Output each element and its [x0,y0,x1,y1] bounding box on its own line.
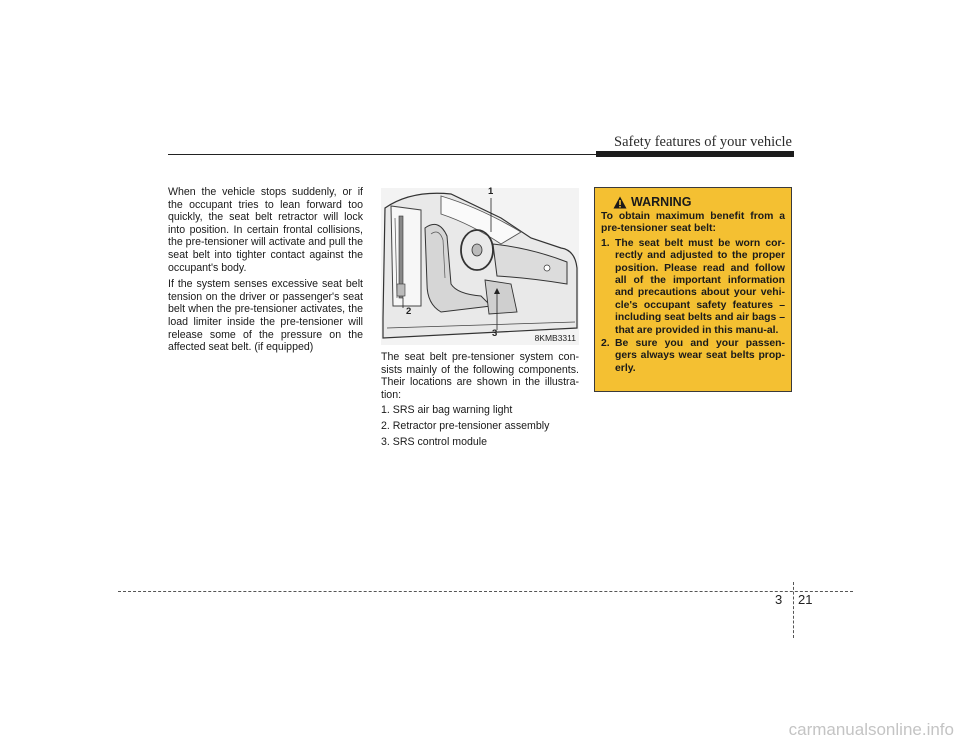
watermark: carmanualsonline.info [788,720,954,739]
components-text [381,351,579,448]
warning-item-2 [601,338,785,375]
components-intro: The seat belt pre-tensioner system con-sists mainly of the following components. Their locations are shown in the illustra-tion: [381,351,579,401]
warning-intro: To obtain maximum benefit from a pre-tensioner seat belt: [601,211,785,235]
paragraph-1: When the vehicle stops suddenly, or if the occupant tries to lean forward too quickly, the seat belt retractor will lock into position. In certain frontal collisions, the pre-tensioner will activate and pull the seat belt into tighter contact against the occupant's body. [168,186,363,274]
warning-item-2-number: 2. [601,338,610,350]
body-text [168,186,363,358]
callout-2: 2 [406,306,412,317]
warning-item-2-text: Be sure you and your passen-gers always wear seat belts prop-erly. [615,338,785,374]
warning-item-1-number: 1. [601,237,610,249]
footer-divider [118,591,853,592]
warning-title: WARNING [631,195,692,210]
warning-box [594,187,792,392]
warning-item-1 [601,238,785,337]
figure-code: 8KMB3311 [534,333,576,343]
vehicle-interior-illustration [381,188,579,345]
section-title: Safety features of your vehicle [614,134,792,150]
warning-header [613,196,785,209]
callout-1: 1 [488,186,494,197]
component-item-1: 1. SRS air bag warning light [381,404,513,417]
component-item-3: 3. SRS control module [381,435,487,448]
paragraph-2: If the system senses excessive seat belt tension on the driver or passenger's seat belt when the pre-tensioner activates, the load limiter inside the pre-tensioner will release some of the pressure on the affected seat belt. (if equipped) [168,278,363,354]
page-number: 21 [798,592,813,607]
chapter-number: 3 [775,592,783,607]
warning-triangle-icon [613,196,627,209]
callout-3: 3 [492,328,498,339]
header-bar [596,151,794,157]
warning-item-1-text: The seat belt must be worn cor-rectly and adjusted to the proper position. Please read and follow all of the important information and precautions about your vehi-cle's occupant safety features – including seat belts and air bags – that are provided in this manu-al. [615,237,785,336]
component-item-2: 2. Retractor pre-tensioner assembly [381,419,550,432]
car-interior-drawing [381,188,579,345]
footer-page-separator [793,582,794,638]
